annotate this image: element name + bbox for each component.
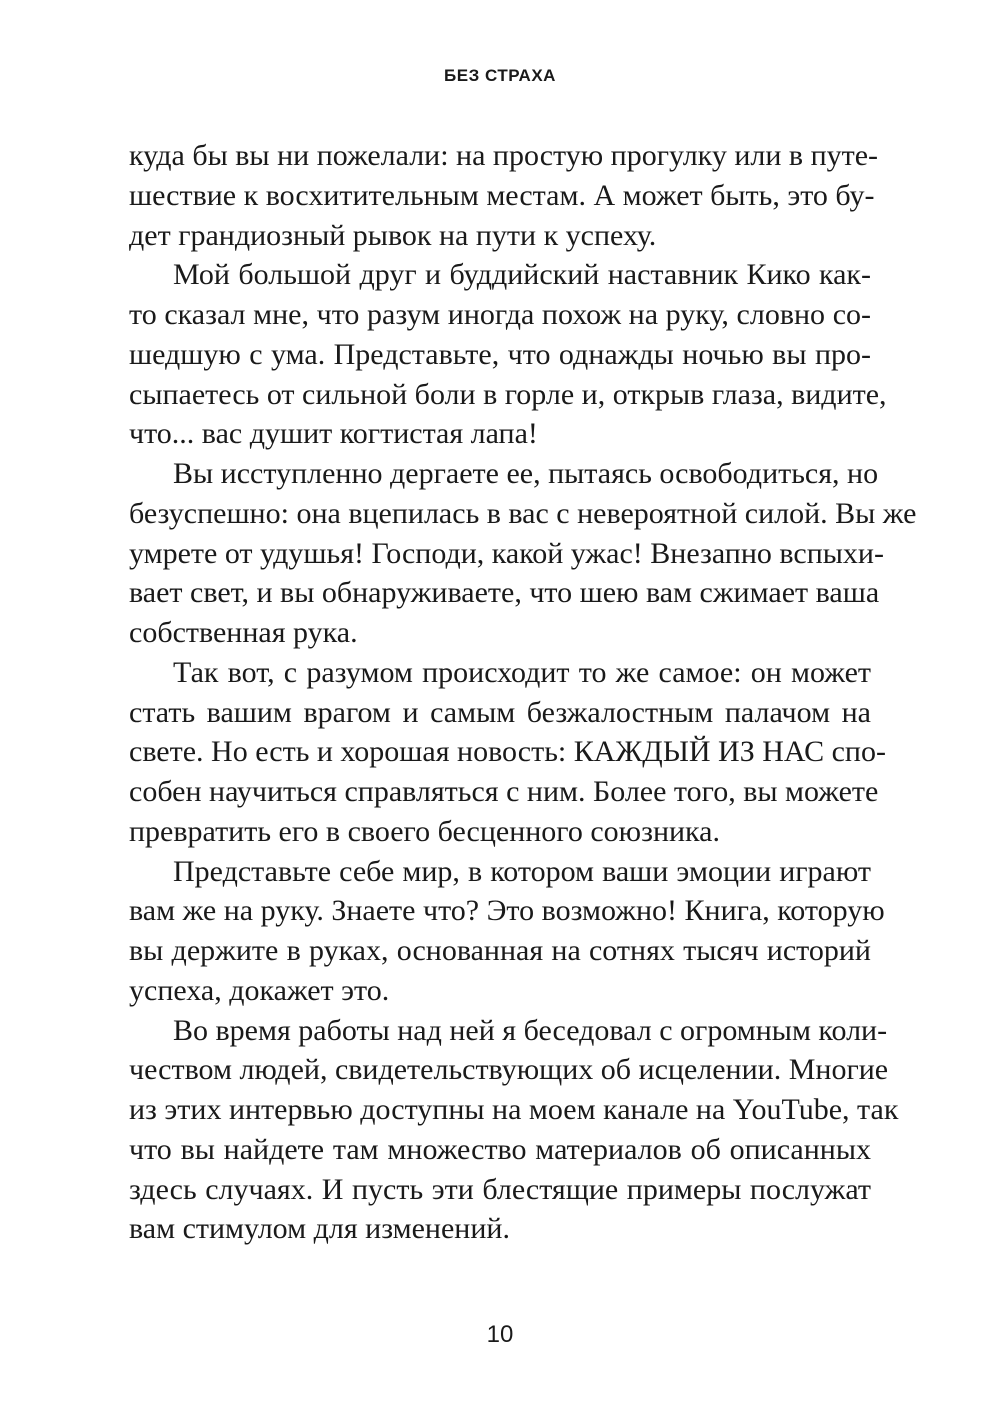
text-line: Так вот, с разумом происходит то же самое: он может bbox=[173, 655, 871, 689]
text-line: вам стимулом для изменений. bbox=[129, 1212, 510, 1246]
text-line: превратить его в своего бесценного союзника. bbox=[129, 814, 720, 848]
text-line: Представьте себе мир, в котором ваши эмоции играют bbox=[173, 854, 871, 888]
text-line: шествие к восхитительным местам. А может быть, это бу- bbox=[129, 178, 875, 212]
text-line: безуспешно: она вцепилась в вас с невероятной силой. Вы же bbox=[129, 496, 917, 530]
text-line: Мой большой друг и буддийский наставник Кико как- bbox=[173, 258, 871, 292]
text-line: дет грандиозный рывок на пути к успеху. bbox=[129, 218, 657, 252]
text-line: что... вас душит когтистая лапа! bbox=[129, 417, 538, 451]
text-line: стать вашим врагом и самым безжалостным палачом на bbox=[129, 695, 871, 729]
text-line: собен научиться справляться с ним. Более того, вы можете bbox=[129, 775, 879, 808]
text-line: сыпаетесь от сильной боли в горле и, открыв глаза, видите, bbox=[129, 377, 887, 411]
text-line: шедшую с ума. Представьте, что однажды ночью вы про- bbox=[129, 337, 871, 371]
page-number: 10 bbox=[486, 1321, 514, 1348]
text-line: Во время работы над ней я беседовал с огромным коли- bbox=[173, 1013, 888, 1047]
text-line: что вы найдете там множество материалов об описанных bbox=[129, 1132, 871, 1166]
text-line: собственная рука. bbox=[129, 616, 358, 649]
text-line: умрете от удушья! Господи, какой ужас! Внезапно вспыхи- bbox=[129, 536, 884, 570]
text-line: чеством людей, свидетельствующих об исцелении. Многие bbox=[129, 1053, 889, 1087]
text-line: Вы исступленно дергаете ее, пытаясь освободиться, но bbox=[173, 457, 879, 490]
text-line: из этих интервью доступны на моем канале на YouTube, так bbox=[129, 1093, 899, 1126]
running-header: БЕЗ СТРАХА bbox=[444, 66, 556, 85]
text-line: вам же на руку. Знаете что? Это возможно! Книга, которую bbox=[129, 894, 885, 928]
text-line: здесь случаях. И пусть эти блестящие примеры послужат bbox=[129, 1172, 871, 1206]
text-line: успеха, докажет это. bbox=[129, 973, 390, 1007]
text-line: то сказал мне, что разум иногда похож на руку, словно со- bbox=[129, 298, 871, 331]
text-line: свете. Но есть и хорошая новость: КАЖДЫЙ ИЗ НАС спо- bbox=[129, 735, 886, 769]
text-line: вает свет, и вы обнаруживаете, что шею вам сжимает ваша bbox=[129, 576, 880, 610]
text-line: вы держите в руках, основанная на сотнях тысяч историй bbox=[129, 934, 871, 967]
text-line: куда бы вы ни пожелали: на простую прогулку или в путе- bbox=[129, 139, 879, 172]
body-text bbox=[129, 136, 917, 1249]
